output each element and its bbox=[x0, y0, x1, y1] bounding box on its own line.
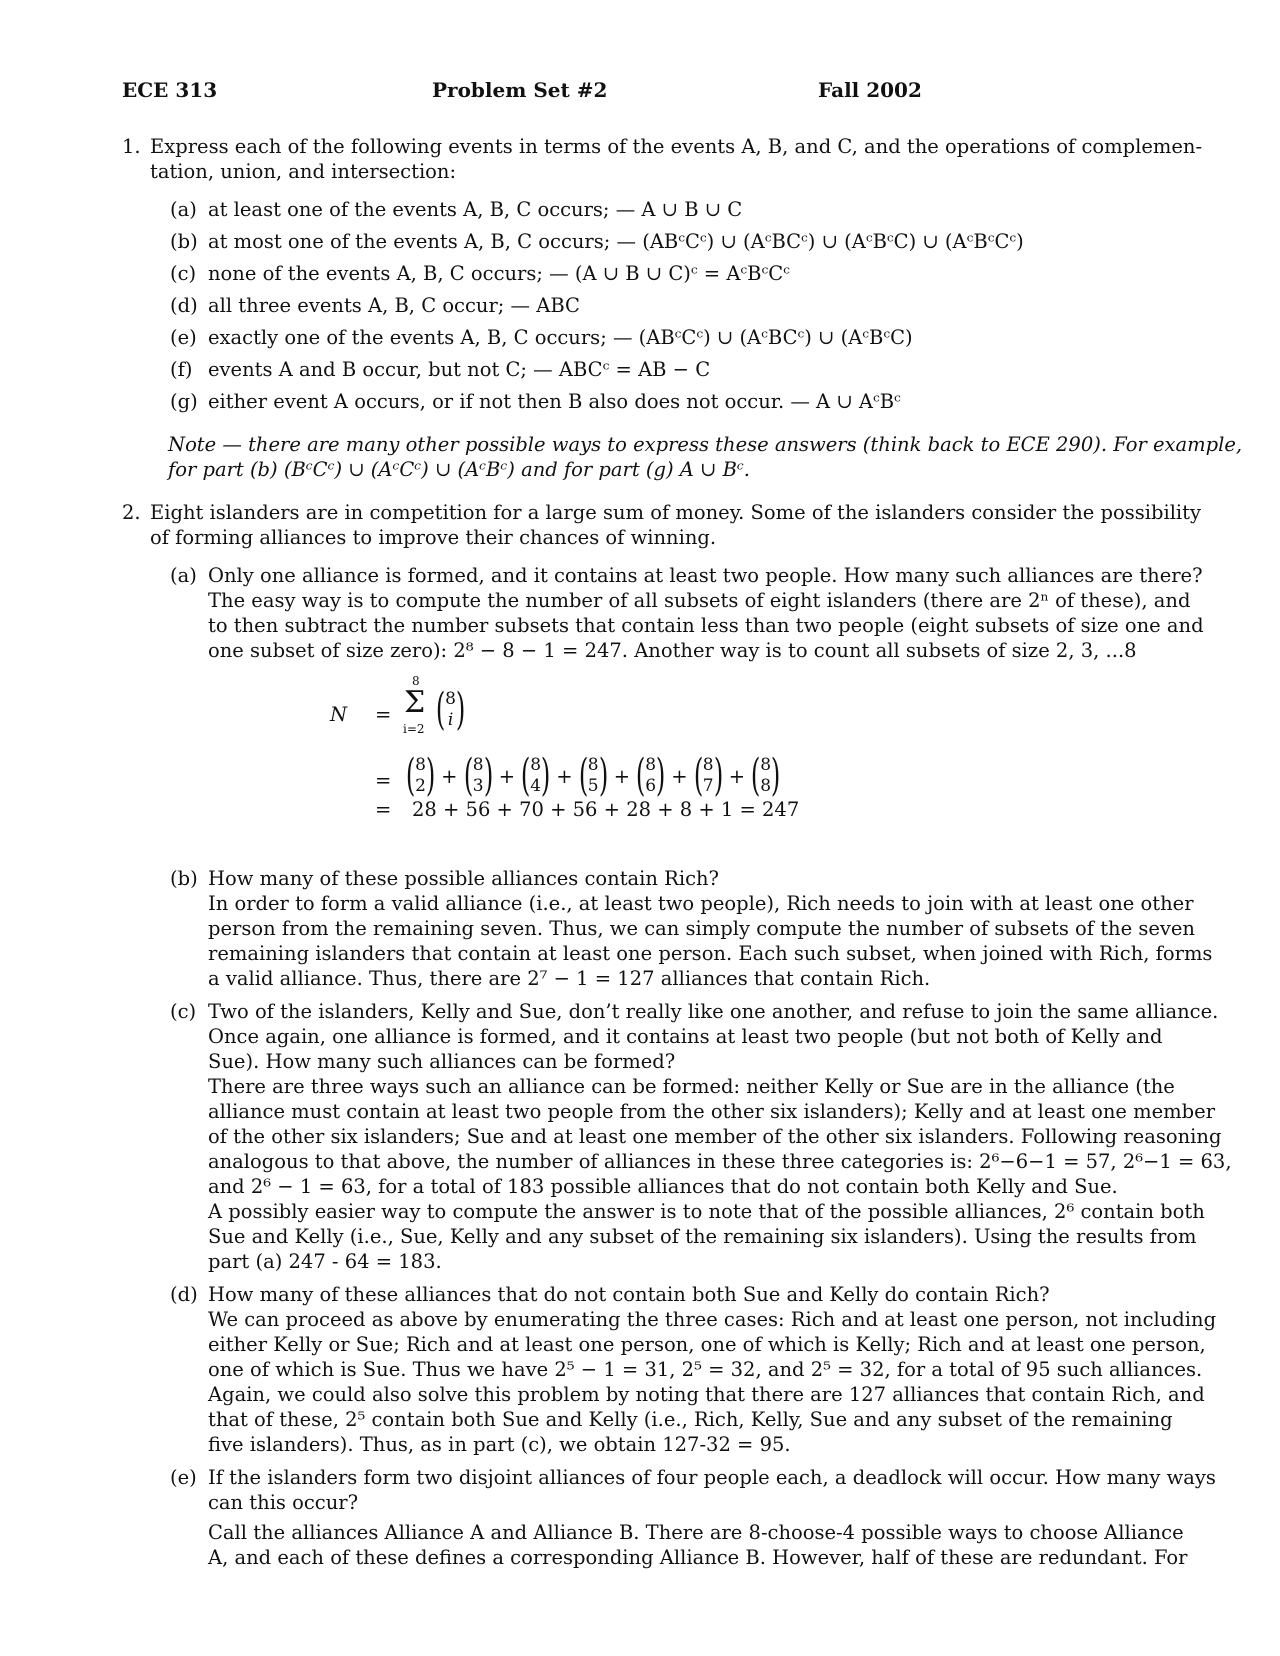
p2c-line: A possibly easier way to compute the answer is to note that of the possible alliances, 2⁶ contain both bbox=[208, 1200, 1205, 1223]
p1-item-text: either event A occurs, or if not then B also does not occur. — A ∪ AᶜBᶜ bbox=[208, 390, 901, 413]
p2-intro-line1: Eight islanders are in competition for a large sum of money. Some of the islanders consider the possibility bbox=[150, 501, 1202, 524]
eq-sign: = bbox=[375, 798, 392, 821]
p1-item-text: all three events A, B, C occur; — ABC bbox=[208, 294, 580, 317]
p2d-line: that of these, 2⁵ contain both Sue and Kelly (i.e., Rich, Kelly, Sue and any subset of the remaining bbox=[208, 1408, 1173, 1431]
p2c-line: There are three ways such an alliance can be formed: neither Kelly or Sue are in the alliance (the bbox=[208, 1075, 1175, 1098]
eq-sign: = bbox=[375, 769, 392, 792]
p2c-line: alliance must contain at least two people from the other six islanders); Kelly and at least one member bbox=[208, 1100, 1216, 1123]
p1-item-label: (b) bbox=[170, 230, 198, 253]
p1-item-text: exactly one of the events A, B, C occurs; — (ABᶜCᶜ) ∪ (AᶜBCᶜ) ∪ (AᶜBᶜC) bbox=[208, 326, 913, 349]
p2a-line: one subset of size zero): 2⁸ − 8 − 1 = 247. Another way is to count all subsets of size 2, 3, ...8 bbox=[208, 639, 1137, 662]
p2d-line: Again, we could also solve this problem by noting that there are 127 alliances that contain Rich, and bbox=[208, 1383, 1205, 1406]
p1-item-label: (g) bbox=[170, 390, 198, 413]
binom-8-i: (8 i) bbox=[435, 684, 466, 735]
sum-lower-limit: i=2 bbox=[403, 722, 425, 736]
p2b-line: In order to form a valid alliance (i.e., at least two people), Rich needs to join with at least one other bbox=[208, 892, 1194, 915]
p2b-line: How many of these possible alliances contain Rich? bbox=[208, 867, 720, 890]
p2a-line: The easy way is to compute the number of all subsets of eight islanders (there are 2ⁿ of these), and bbox=[208, 589, 1191, 612]
p2c-line: Two of the islanders, Kelly and Sue, don’t really like one another, and refuse to join the same alliance. bbox=[208, 1000, 1219, 1023]
p2d-line: five islanders). Thus, as in part (c), we obtain 127-32 = 95. bbox=[208, 1433, 791, 1456]
p1-item-label: (d) bbox=[170, 294, 198, 317]
p2d-label: (d) bbox=[170, 1283, 198, 1306]
p1-item-label: (f) bbox=[170, 358, 193, 381]
p2d-line: We can proceed as above by enumerating the three cases: Rich and at least one person, not including bbox=[208, 1308, 1217, 1331]
binom-term: (8 6) bbox=[635, 750, 666, 801]
p2d-line: either Kelly or Sue; Rich and at least one person, one of which is Kelly; Rich and at least one person, bbox=[208, 1333, 1206, 1356]
course-code: ECE 313 bbox=[122, 78, 218, 102]
eq-lhs: N bbox=[330, 703, 348, 726]
problem-set-title: Problem Set #2 bbox=[432, 78, 608, 102]
p2b-label: (b) bbox=[170, 867, 198, 890]
p2c-line: analogous to that above, the number of alliances in these three categories is: 2⁶−6−1 = 57, 2⁶−1 = 63, bbox=[208, 1150, 1232, 1173]
p2c-line: Sue and Kelly (i.e., Sue, Kelly and any subset of the remaining six islanders). Using the results from bbox=[208, 1225, 1197, 1248]
sigma-symbol: Σ bbox=[404, 685, 426, 720]
p2c-label: (c) bbox=[170, 1000, 197, 1023]
eq-final-sum: 28 + 56 + 70 + 56 + 28 + 8 + 1 = 247 bbox=[412, 798, 800, 821]
p2b-line: remaining islanders that contain at least one person. Each such subset, when joined with Rich, forms bbox=[208, 942, 1213, 965]
term: Fall 2002 bbox=[818, 78, 922, 102]
binom-term: (8 5) bbox=[578, 750, 608, 801]
p2c-line: of the other six islanders; Sue and at least one member of the other six islanders. Following reasoning bbox=[208, 1125, 1222, 1148]
binom-term: (8 8) bbox=[750, 750, 781, 801]
p2a-line: to then subtract the number subsets that contain less than two people (eight subsets of size one and bbox=[208, 614, 1204, 637]
p1-item-label: (a) bbox=[170, 198, 197, 221]
p2d-line: one of which is Sue. Thus we have 2⁵ − 1 = 31, 2⁵ = 32, and 2⁵ = 32, for a total of 95 such alliances. bbox=[208, 1358, 1203, 1381]
p2-number: 2. bbox=[122, 501, 141, 524]
binom-term: (8 7) bbox=[693, 750, 723, 801]
p1-item-text: none of the events A, B, C occurs; — (A ∪ B ∪ C)ᶜ = AᶜBᶜCᶜ bbox=[208, 262, 790, 285]
p2-intro-line2: of forming alliances to improve their chances of winning. bbox=[150, 526, 717, 549]
p2c-line: and 2⁶ − 1 = 63, for a total of 183 possible alliances that do not contain both Kelly and Sue. bbox=[208, 1175, 1118, 1198]
p1-note-line1: Note — there are many other possible ways to express these answers (think back to ECE 290). For example, bbox=[168, 433, 1243, 456]
binomial-expansion: (8 2) + (8 3) + (8 4) + (8 5) + (8 6) + (8 7) + (8 8) bbox=[402, 754, 784, 798]
p1-item-text: at most one of the events A, B, C occurs; — (ABᶜCᶜ) ∪ (AᶜBCᶜ) ∪ (AᶜBᶜC) ∪ (AᶜBᶜCᶜ) bbox=[208, 230, 1024, 253]
p1-intro-line2: tation, union, and intersection: bbox=[150, 160, 457, 183]
p2c-line: part (a) 247 - 64 = 183. bbox=[208, 1250, 442, 1273]
p2e-line: A, and each of these defines a corresponding Alliance B. However, half of these are redundant. For bbox=[208, 1546, 1188, 1569]
p2e-line: Call the alliances Alliance A and Alliance B. There are 8-choose-4 possible ways to choose Alliance bbox=[208, 1521, 1184, 1544]
p2a-label: (a) bbox=[170, 564, 197, 587]
p2e-line: If the islanders form two disjoint alliances of four people each, a deadlock will occur. How many ways bbox=[208, 1466, 1216, 1489]
eq-sign: = bbox=[375, 703, 392, 726]
binom-term: (8 2) bbox=[405, 750, 436, 801]
p1-item-label: (c) bbox=[170, 262, 197, 285]
p1-number: 1. bbox=[122, 135, 141, 158]
p2d-line: How many of these alliances that do not contain both Sue and Kelly do contain Rich? bbox=[208, 1283, 1050, 1306]
p2b-line: a valid alliance. Thus, there are 2⁷ − 1 = 127 alliances that contain Rich. bbox=[208, 967, 931, 990]
p1-item-label: (e) bbox=[170, 326, 197, 349]
p2e-label: (e) bbox=[170, 1466, 197, 1489]
p1-intro-line1: Express each of the following events in terms of the events A, B, and C, and the operations of complemen- bbox=[150, 135, 1203, 158]
p1-item-text: at least one of the events A, B, C occurs; — A ∪ B ∪ C bbox=[208, 198, 743, 221]
binom-term: (8 3) bbox=[463, 750, 493, 801]
p2e-line: can this occur? bbox=[208, 1491, 359, 1514]
p2a-line: Only one alliance is formed, and it contains at least two people. How many such alliances are there? bbox=[208, 564, 1203, 587]
p1-item-text: events A and B occur, but not C; — ABCᶜ = AB − C bbox=[208, 358, 711, 381]
binom-term: (8 4) bbox=[520, 750, 551, 801]
p2b-line: person from the remaining seven. Thus, we can simply compute the number of subsets of the seven bbox=[208, 917, 1195, 940]
p2c-line: Once again, one alliance is formed, and it contains at least two people (but not both of Kelly and bbox=[208, 1025, 1163, 1048]
sum-upper-limit: 8 bbox=[412, 674, 420, 688]
p1-note-line2: for part (b) (BᶜCᶜ) ∪ (AᶜCᶜ) ∪ (AᶜBᶜ) and for part (g) A ∪ Bᶜ. bbox=[168, 458, 750, 481]
p2c-line: Sue). How many such alliances can be formed? bbox=[208, 1050, 676, 1073]
